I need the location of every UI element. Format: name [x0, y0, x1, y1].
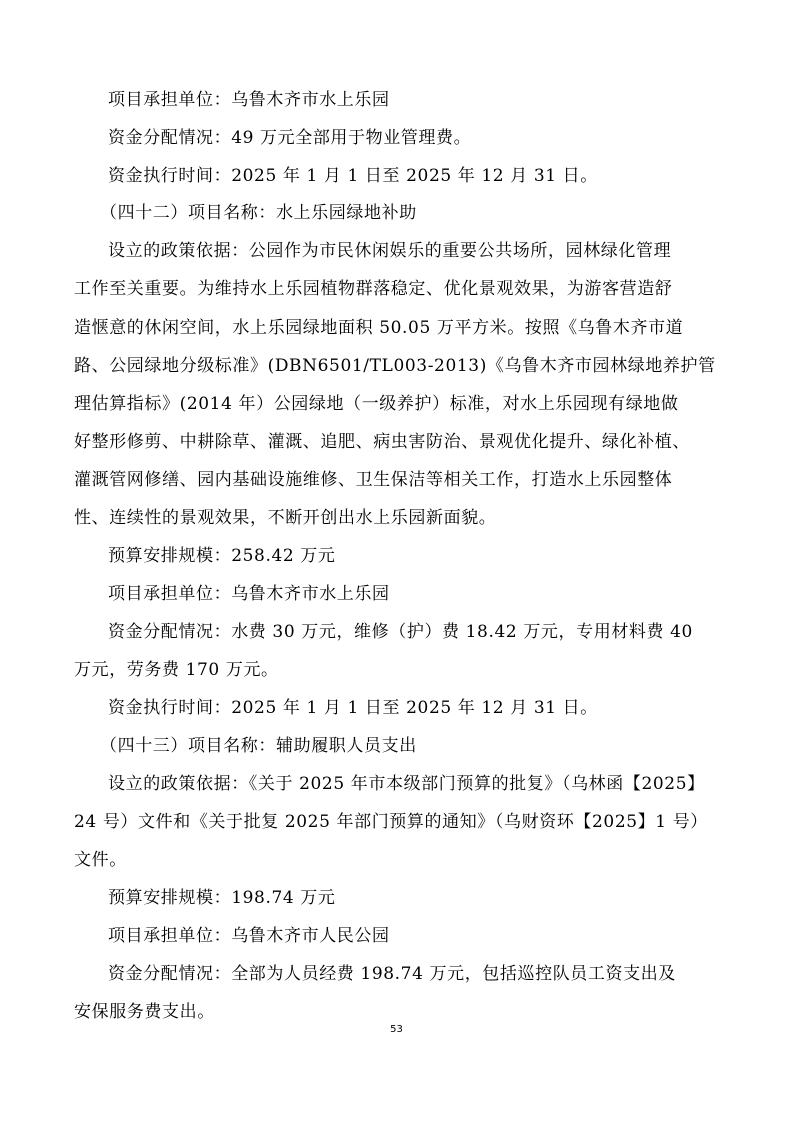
budget-scale-text: 预算安排规模：198.74 万元 — [108, 888, 336, 908]
policy-basis-line: 文件。 — [74, 850, 127, 870]
policy-basis-line: 设立的政策依据：公园作为市民休闲娱乐的重要公共场所，园林绿化管理 — [108, 241, 672, 261]
fund-allocation-line: 资金分配情况：水费 30 万元，维修（护）费 18.42 万元，专用材料费 40 — [108, 622, 693, 642]
project-unit-text: 项目承担单位：乌鲁木齐市水上乐园 — [108, 90, 390, 110]
policy-basis-line: 性、连续性的景观效果，不断开创出水上乐园新面貌。 — [74, 508, 497, 528]
fund-allocation-line: 资金分配情况：全部为人员经费 198.74 万元，包括巡控队员工资支出及 — [108, 964, 676, 984]
policy-basis-line: 造惬意的休闲空间，水上乐园绿地面积 50.05 万平方米。按照《乌鲁木齐市道 — [74, 318, 684, 338]
execution-period-text: 资金执行时间：2025 年 1 月 1 日至 2025 年 12 月 31 日。 — [108, 166, 598, 186]
section-heading-43: （四十三）项目名称：辅助履职人员支出 — [100, 736, 417, 756]
policy-basis-line: 好整形修剪、中耕除草、灌溉、追肥、病虫害防治、景观优化提升、绿化补植、 — [74, 432, 690, 452]
policy-basis-line: 灌溉管网修缮、园内基础设施维修、卫生保洁等相关工作，打造水上乐园整体 — [74, 470, 673, 490]
policy-basis-line: 理估算指标》(2014 年）公园绿地（一级养护）标准，对水上乐园现有绿地做 — [74, 394, 679, 414]
budget-scale-text: 预算安排规模：258.42 万元 — [108, 546, 336, 566]
policy-basis-line: 设立的政策依据：《关于 2025 年市本级部门预算的批复》（乌林函【2025】 — [108, 774, 705, 794]
project-unit-text: 项目承担单位：乌鲁木齐市水上乐园 — [108, 584, 390, 604]
section-heading-42: （四十二）项目名称：水上乐园绿地补助 — [100, 203, 417, 223]
fund-allocation-text: 资金分配情况：49 万元全部用于物业管理费。 — [108, 128, 472, 148]
policy-basis-line: 24 号）文件和《关于批复 2025 年部门预算的通知》（乌财资环【2025】1 号） — [74, 812, 708, 832]
policy-basis-line: 路、公园绿地分级标准》(DBN6501/TL003-2013)《乌鲁木齐市园林绿地养护管 — [74, 356, 716, 376]
policy-basis-line: 工作至关重要。为维持水上乐园植物群落稳定、优化景观效果，为游客营造舒 — [74, 279, 673, 299]
page-number: 53 — [390, 1024, 403, 1035]
project-unit-text: 项目承担单位：乌鲁木齐市人民公园 — [108, 926, 390, 946]
execution-period-text: 资金执行时间：2025 年 1 月 1 日至 2025 年 12 月 31 日。 — [108, 698, 598, 718]
fund-allocation-line: 安保服务费支出。 — [74, 1002, 215, 1022]
fund-allocation-line: 万元，劳务费 170 万元。 — [74, 660, 279, 680]
